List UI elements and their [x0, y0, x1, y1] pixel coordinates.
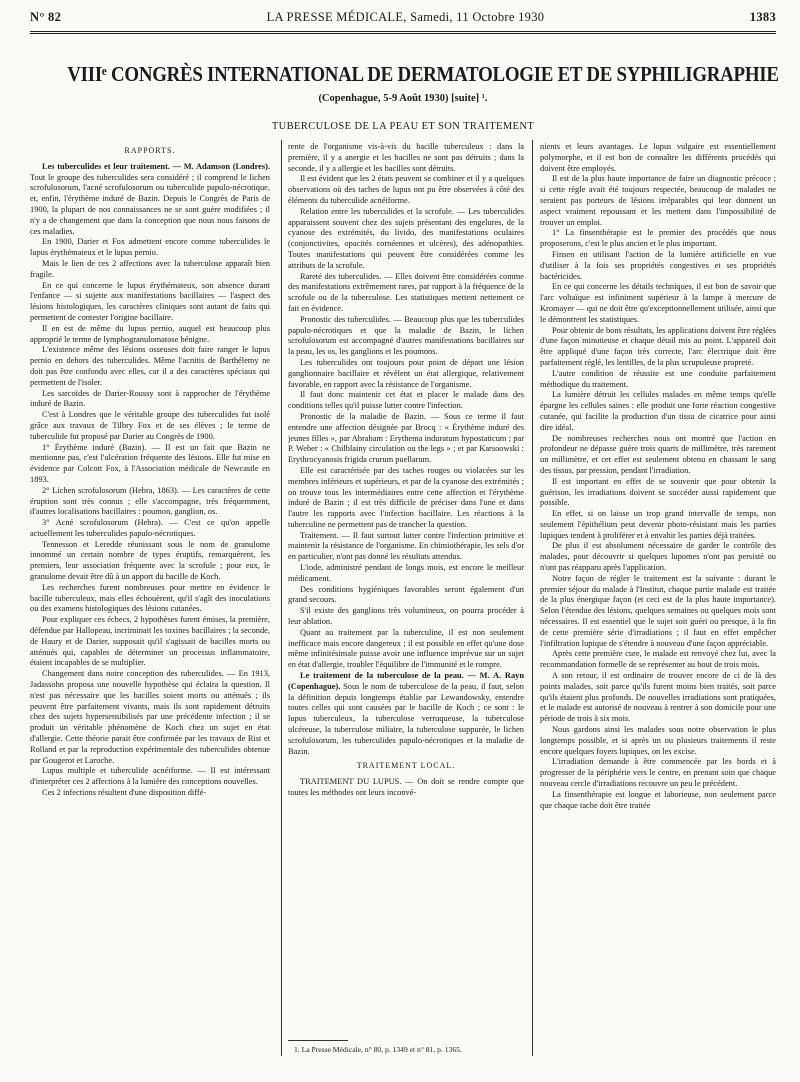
list-item: 3° Acné scrofulosorum (Hebra). — C'est ce qu'on appelle actuellement les tuberculides papulo-nécrotiques.	[30, 518, 270, 538]
paragraph: Tennesson et Leredde réunissant sous le nom de granulome innommé un certain nombre de types éruptifs, remarquèrent, les premiers, leur association fréquente avec la scrofule ; pour eux, le granulome devait être dû à un apport du bacille de Koch.	[30, 539, 270, 582]
paragraph: TRAITEMENT DU LUPUS. — On doit se rendre compte que toutes les méthodes ont leurs inconvé-	[288, 777, 524, 798]
paragraph: En 1900, Darier et Fox admettent encore comme tuberculides le lupus érythémateux et le lupus pernio.	[30, 237, 270, 258]
paragraph: En ce qui concerne les détails techniques, il est bon de savoir que l'arc voltaïque est infiniment supérieur à la lampe à mercure de Kromayer — qui ne doit être qu'exceptionnellement utilisée, ainsi que le démontrent les statistiques.	[540, 282, 776, 324]
paragraph: A son retour, il est ordinaire de trouver encore de ci de là des points malades, soit parce qu'ils furent moins bien traités, soit parce qu'ils étaient plus profonds. De nouvelles irradiations sont pratiquées, et le malade est autorisé de nouveau à rentrer à son domicile pour une période de trois à six mois.	[540, 671, 776, 724]
rapports-heading: RAPPORTS.	[124, 146, 176, 155]
paragraph: Pour obtenir de bons résultats, les applications doivent être réglées d'une façon minutieuse et chaque détail mis au point. L'appareil doit être appliqué d'une façon très correcte, l'arc électrique doit être parfaitement réglé, les lentilles, de la plus scrupuleuse propreté.	[540, 325, 776, 367]
paragraph: Finsen en utilisant l'action de la lumière artificielle en vue d'utiliser à la fois ses propriétés congestives et ses propriétés bactéricides.	[540, 249, 776, 281]
traitement-local-heading: TRAITEMENT LOCAL.	[356, 761, 456, 771]
paragraph: Pour expliquer ces échecs, 2 hypothèses furent émises, la première, défendue par Hallopeau, incriminait les toxines bacillaires ; la seconde, de Haury et de Darier, supposait qu'il s'agissait de bacilles morts ou atténués qui, capables de déterminer un processus inflammatoire, étaient incapables de se multiplier.	[30, 615, 270, 668]
paragraph: Il est évident que les 2 états peuvent se combiner et il y a quelques observations où des taches de lupus ont pu être observées à côté des éléments du tuberculide acnéiforme.	[288, 174, 524, 205]
paragraph: Ces 2 infections résultent d'une disposition diffé-	[42, 788, 207, 798]
paragraph: Quant au traitement par la tuberculine, il est non seulement inefficace mais encore dangereux ; il est possible en effet qu'une dose même infinitésimale puisse avoir une influence imprévue sur un sujet en état d'allergie, troubler l'équilibre de l'immunité et le rompre.	[288, 627, 524, 670]
list-item: 1° Érythème induré (Bazin). — Il est un fait que Bazin ne mentionne pas, c'est l'ulcération fréquente des lésions. Elle fut mise en évidence par Colcott Fox, à l'Association médicale de Newcastle en 1893.	[30, 442, 270, 484]
paragraph: Notre façon de régler le traitement est la suivante : durant le premier séjour du malade à l'Institut, chaque partie malade est traitée de la plus énergique façon (et ceci est de la plus haute importance). Selon l'étendue des lésions, quelques semaines ou quelques mois sont nécessaires. Il est essentiel que le sujet soit guéri ou presque, à la fin de cette première série d'irradiations ; il faut en effet empêcher l'infiltration lupique de s'étendre à nouveau d'une façon appréciable.	[540, 573, 776, 648]
paragraph: En ce qui concerne le lupus érythémateux, son absence durant l'enfance — si sujette aux manifestations bacillaires — l'aspect des lésions histologiques, les caractères cliniques sont autant de faits qui permettent de contester l'origine bacillaire.	[30, 280, 270, 322]
header-rule	[30, 31, 776, 32]
footnote: 1. La Presse Médicale, n° 80, p. 1349 et n° 81, p. 1365.	[294, 1045, 462, 1054]
paragraph: Elle est caractérisée par des taches rouges ou violacées sur les membres inférieurs et supérieurs, et par de la cyanose des extrémités ; on trouve tous les intermédiaires entre cette affection et l'érythème induré de Bazin ; il est très difficile de préciser dans l'une et dans l'autre les rapports avec l'infection bacillaire. Les réactions à la tuberculine ne permettent pas de trancher la question.	[288, 465, 524, 529]
paragraph: Après cette première cure, le malade est renvoyé chez lui, avec la recommandation formelle de se représenter au bout de trois mois.	[540, 649, 776, 670]
article-heading-rayn: Le traitement de la tuberculose de la peau. — M. A. Rayn (Copenhague).	[288, 671, 524, 691]
column-2	[288, 142, 524, 1022]
paragraph: Mais le lien de ces 2 affections avec la tuberculose apparaît bien fragile.	[30, 258, 270, 279]
page-number: 1383	[749, 9, 776, 24]
paragraph: De plus il est absolument nécessaire de garder le contrôle des malades, pour découvrir si quelques lupomes n'ont pas persisté ou n'ont pas réapparu après l'application.	[540, 541, 776, 573]
paragraph: La finsenthérapie est longue et laborieuse, non seulement parce que chaque tache doit être traitée	[540, 789, 776, 810]
header-rule-double	[30, 33, 776, 34]
paragraph: Pronostic de la maladie de Bazin. — Sous ce terme il faut entendre une affection désignée par Brocq : « Érythème induré des jeunes filles », par Abraham : Erythema induratum hypostaticum ; par P. Weber : « Chilblainy circulation ou the legs » ; et par Karsoowski : Erythrocyanosis frigida crurum puellarum.	[288, 411, 524, 465]
column-3	[540, 142, 776, 1072]
paragraph: Traitement. — Il faut surtout lutter contre l'infection primitive et maintenir la résistance de l'organisme. En chimiothérapie, les sels d'or en particulier, n'ont pas donné les résultats attendus.	[288, 530, 524, 562]
paragraph: L'iode, administré pendant de longs mois, est encore le meilleur médicament.	[288, 563, 524, 583]
paragraph: Sous le nom de tuberculose de la peau, il faut, selon la définition depuis longtemps établie par Lewandowsky, entendre toutes celles qui sont causées par le bacille de Koch ; ce sont : le lupus tuberculeux, la tuberculose verruqueuse, la tuberculose ulcéreuse, la tuberculose miliaire, la tuberculose suppurée, le lichen scrofulosorum, les tuberculides papulo-nécrotiques et la maladie de Bazin.	[288, 681, 524, 756]
paragraph: Il faut donc maintenir cet état et placer le malade dans des conditions telles qu'il puisse lutter contre l'infection.	[288, 390, 524, 411]
paragraph: En effet, si on laisse un trop grand intervalle de temps, non seulement l'épithélium peut devenir photo-résistant mais les parties lupiques tendent à proliférer et à envahir les parties déjà traitées.	[540, 509, 776, 540]
running-header	[30, 4, 776, 30]
article-heading-adamson: Les tuberculides et leur traitement. — M. Adamson (Londres).	[42, 161, 270, 171]
paragraph: L'irradiation demande à être commencée par les bords et à progresser de la périphérie vers le centre, en prenant soin que chaque nouveau cercle d'irradiations recouvre un peu le précédent.	[540, 757, 776, 789]
paragraph: Les sarcoïdes de Darier-Roussy sont à rapprocher de l'érythème induré de Bazin.	[30, 388, 270, 409]
paragraph: rente de l'organisme vis-à-vis du bacille tuberculeux : dans la première, il y a anergie et les bacilles ne sont pas détruits ; dans la seconde, il y a allergie et les bacilles sont détruits.	[288, 142, 524, 173]
paragraph: Pronostic des tuberculides. — Beaucoup plus que les tuberculides papulo-nécrotiques et que la maladie de Bazin, le lichen scrofulosorum est accompagné d'autres manifestations bacillaires sur la peau, les os, les ganglions et les poumons.	[288, 314, 524, 357]
column-1	[30, 142, 270, 1072]
paragraph: C'est à Londres que le véritable groupe des tuberculides fut isolé grâce aux travaux de Tilbry Fox et de ses élèves ; le terme de tuberculide fut proposé par Darier au Congrès de 1900.	[30, 410, 270, 441]
paragraph: Tout le groupe des tuberculides sera considéré ; il comprend le lichen scrofulosorum, l'acné scrofulosorum ou tuberculide papulo-nécrotique, et, enfin, l'érythème induré de Bazin. Depuis le Congrès de Paris de 1900, la plupart de nos connaissances ne se sont guère modifiées ; il n'y a de changement que dans la conception que nous nous faisons de ces maladies.	[30, 172, 270, 236]
paragraph: Des conditions hygiéniques favorables seront également d'un grand secours.	[288, 584, 524, 605]
paragraph: Nous gardons ainsi les malades sous notre observation le plus longtemps possible, et si après un ou plusieurs traitements il reste encore quelques foyers lupiques, on les excise.	[540, 725, 776, 756]
paragraph: 1° La finsenthérapie est le premier des procédés que nous proposerons, c'est le plus ancien et le plus important.	[540, 228, 776, 249]
paragraph: L'autre condition de réussite est une conduite parfaitement méthodique du traitement.	[540, 368, 776, 389]
congress-subtitle: (Copenhague, 5-9 Août 1930) [suite] ¹.	[318, 93, 488, 104]
paragraph: Il en est de même du lupus pernio, auquel est beaucoup plus approprié le terme de lymphogranulomatose bénigne.	[30, 323, 270, 344]
paragraph: nients et leurs avantages. Le lupus vulgaire est essentiellement polymorphe, et il est bon de connaître les différents procédés qui doivent être employés.	[540, 142, 776, 173]
paragraph: Les tuberculides ont toujours pour point de départ une lésion ganglionnaire bacillaire et révèlent un état allergique, relativement favorable, en rapport avec la résistance de l'organisme.	[288, 357, 524, 389]
issue-number: N° 82	[30, 9, 62, 24]
paragraph: Rareté des tuberculides. — Elles doivent être considérées comme des manifestations extrêmement rares, par rapport à la fréquence de la scrofule ou de la tuberculose. Les statistiques mettent nettement ce fait en évidence.	[288, 271, 524, 313]
paragraph: Les recherches furent nombreuses pour mettre en évidence le bacille tuberculeux, mais elles échouèrent, qu'il s'agît des inoculations ou des examens histologiques des lésions cutanées.	[30, 582, 270, 614]
column-divider	[281, 140, 282, 1056]
footnote-rule	[288, 1040, 348, 1041]
paragraph: S'il existe des ganglions très volumineux, on pourra procéder à leur ablation.	[288, 606, 524, 627]
congress-title: VIIIᵉ CONGRÈS INTERNATIONAL DE DERMATOLOGIE ET DE SYPHILIGRAPHIE	[67, 62, 779, 86]
paragraph: Il est important en effet de se souvenir que pour obtenir la guérison, les irradiations doivent se succéder aussi rapidement que possible.	[540, 476, 776, 508]
journal-title: LA PRESSE MÉDICALE, Samedi, 11 Octobre 1930	[266, 9, 545, 24]
section-heading: TUBERCULOSE DE LA PEAU ET SON TRAITEMENT	[271, 121, 535, 132]
paragraph: Il est de la plus haute importance de faire un diagnostic précoce ; si cette règle avait été toujours respectée, beaucoup de malades ne seraient pas porteurs de lésions irréparables qui leur donnent un aspect vraiment repoussant et les mettent dans l'impossibilité de trouver un emploi.	[540, 174, 776, 227]
paragraph: De nombreuses recherches nous ont montré que l'action en profondeur ne dépasse guère trois quarts de millimètre, très rarement un millimètre, et cet effet est seulement obtenu en chassant le sang des tissus, par pression, pendant l'irradiation.	[540, 433, 776, 475]
paragraph: Relation entre les tuberculides et la scrofule. — Les tuberculides apparaissent souvent chez des sujets présentant des engelures, de la cyanose des extrémités, du livido, des manifestations oculaires (conjonctivites, opacités cornéennes et ulcères), des adénopathies. Toutes manifestations qui peuvent être considérées comme les attributs de la scrofule.	[288, 206, 524, 270]
paragraph: La lumière détruit les cellules malades en même temps qu'elle épargne les cellules saines : elle produit une forte réaction congestive cutanée, qui facilite la production d'un tissu de cicatrice pour ainsi dire idéal.	[540, 390, 776, 432]
paragraph: L'existence même des lésions osseuses doit faire ranger le lupus pernio en dehors des tuberculides. Même l'acnitis de Barthélemy ne doit pas être confondu avec elles, car il a des caractères spéciaux qui permettent de l'isoler.	[30, 345, 270, 387]
list-item: 2° Lichen scrofulosorum (Hebra, 1863). — Les caractères de cette éruption sont très connus ; elle s'accompagne, très fréquemment, d'autres localisations bacillaires : poumon, ganglion, os.	[30, 485, 270, 517]
paragraph: Changement dans notre conception des tuberculides. — En 1913, Jadassohn proposa une nouvelle hypothèse qui éclaira la question. Il n'est pas nécessaire que les bacilles soient morts ou atténués ; ils peuvent être parfaitement vivants, mais ils sont rapidement détruits chez des sujets hypersensibilisés par une précédente infection ; il se produit un véritable phénomène de Koch chez un sujet en état d'allergie. Cette théorie parait être confirmée par les travaux de Rist et Rolland et par la reproduction expérimentale des tuberculides obtenue par Gougerot et Laroche.	[30, 669, 270, 765]
paragraph: Lupus multiple et tuberculide acnéiforme. — Il est intéressant d'interpréter ces 2 affections à la lumière des conceptions nouvelles.	[30, 766, 270, 787]
column-divider	[532, 140, 533, 1056]
